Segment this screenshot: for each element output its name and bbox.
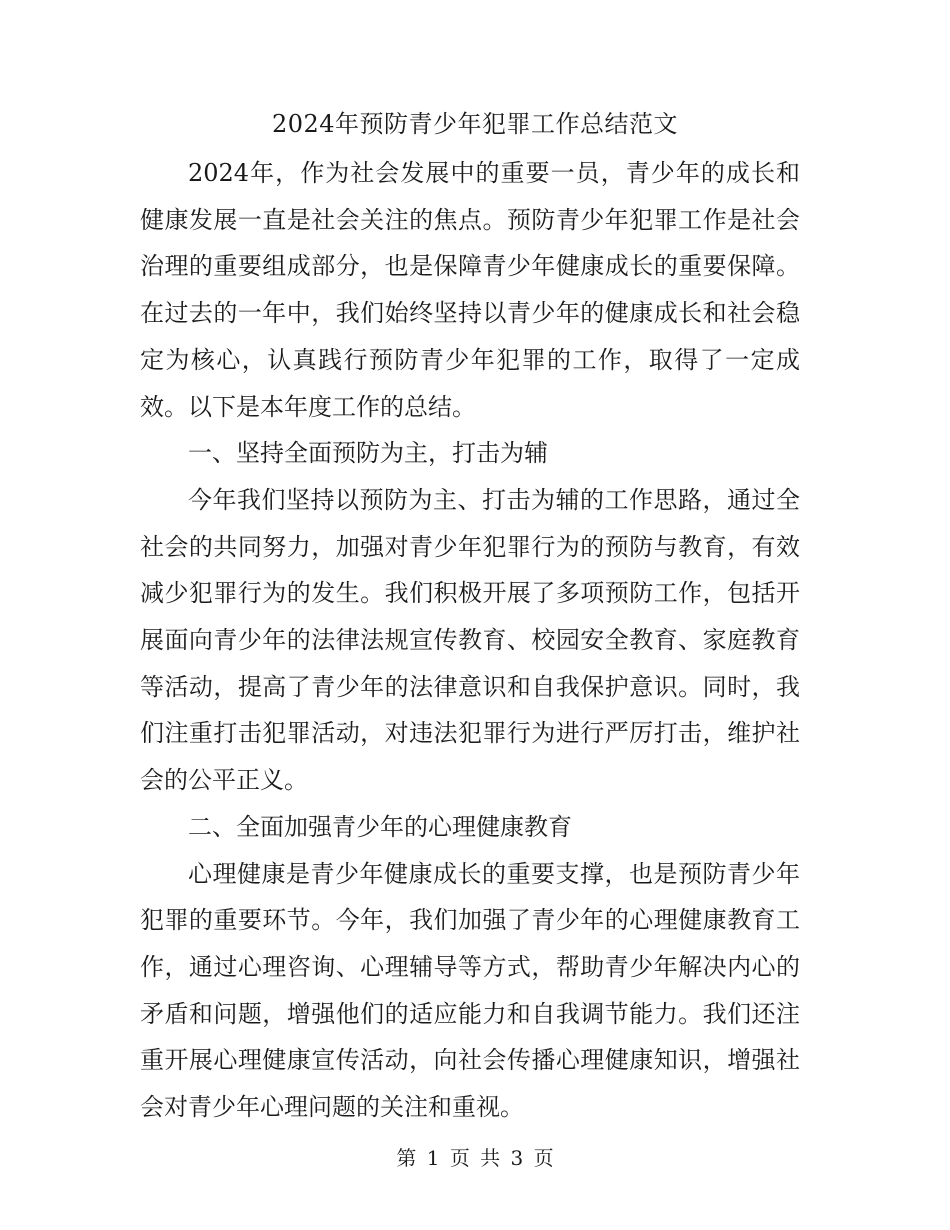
section-paragraph-1: 今年我们坚持以预防为主、打击为辅的工作思路，通过全社会的共同努力，加强对青少年犯罪行为的预防与教育，有效减少犯罪行为的发生。我们积极开展了多项预防工作，包括开展面向青少年的法律法规宣传教育、校园安全教育、家庭教育等活动，提高了青少年的法律意识和自我保护意识。同时，我们注重打击犯罪活动，对违法犯罪行为进行严厉打击，维护社会的公平正义。 — [140, 485, 800, 795]
section-heading-1: 一、坚持全面预防为主，打击为辅 — [188, 439, 548, 468]
section-paragraph-2: 心理健康是青少年健康成长的重要支撑，也是预防青少年犯罪的重要环节。今年，我们加强了青少年的心理健康教育工作，通过心理咨询、心理辅导等方式，帮助青少年解决内心的矛盾和问题，增强他们的适应能力和自我调节能力。我们还注重开展心理健康宣传活动，向社会传播心理健康知识，增强社会对青少年心理问题的关注和重视。 — [140, 859, 800, 1122]
document-body — [140, 150, 800, 1131]
section-heading-2: 二、全面加强青少年的心理健康教育 — [188, 812, 572, 841]
document-title: 2024年预防青少年犯罪工作总结范文 — [271, 110, 679, 138]
page-footer: 第 1 页 共 3 页 — [396, 1146, 554, 1170]
intro-paragraph: 2024年，作为社会发展中的重要一员，青少年的成长和健康发展一直是社会关注的焦点。预防青少年犯罪工作是社会治理的重要组成部分，也是保障青少年健康成长的重要保障。在过去的一年中，我们始终坚持以青少年的健康成长和社会稳定为核心，认真践行预防青少年犯罪的工作，取得了一定成效。以下是本年度工作的总结。 — [140, 159, 800, 421]
